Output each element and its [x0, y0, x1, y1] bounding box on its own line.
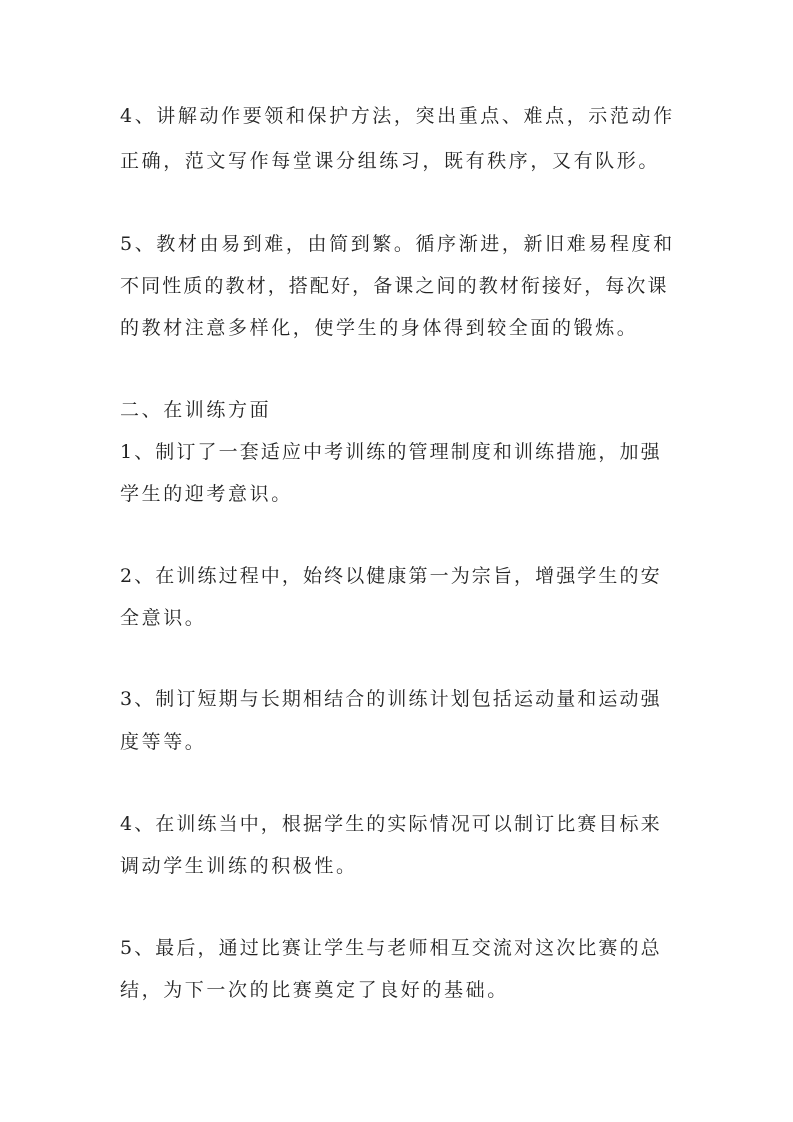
paragraph-line: 5、教材由易到难，由简到繁。循序渐进，新旧难易程度和	[120, 233, 675, 255]
section-heading: 二、在训练方面	[120, 399, 272, 421]
paragraph-line: 结，为下一次的比赛奠定了良好的基础。	[120, 979, 509, 1001]
paragraph-line: 3、制订短期与长期相结合的训练计划包括运动量和运动强	[120, 688, 662, 710]
paragraph-line: 学生的迎考意识。	[120, 483, 293, 505]
paragraph-line: 正确，范文写作每堂课分组练习，既有秩序，又有队形。	[120, 150, 661, 172]
paragraph-line: 2、在训练过程中，始终以健康第一为宗旨，增强学生的安	[120, 565, 662, 587]
paragraph-line: 1、制订了一套适应中考训练的管理制度和训练措施，加强	[120, 441, 662, 463]
paragraph-line: 4、讲解动作要领和保护方法，突出重点、难点，示范动作	[120, 105, 675, 127]
paragraph-line: 全意识。	[120, 607, 207, 629]
paragraph-line: 调动学生训练的积极性。	[120, 855, 358, 877]
paragraph-line: 4、在训练当中，根据学生的实际情况可以制订比赛目标来	[120, 813, 662, 835]
paragraph-line: 不同性质的教材，搭配好，备课之间的教材衔接好，每次课	[120, 275, 669, 297]
paragraph-line: 的教材注意多样化，使学生的身体得到较全面的锻炼。	[120, 317, 639, 339]
paragraph-line: 5、最后，通过比赛让学生与老师相互交流对这次比赛的总	[120, 937, 662, 959]
paragraph-line: 度等等。	[120, 731, 207, 753]
